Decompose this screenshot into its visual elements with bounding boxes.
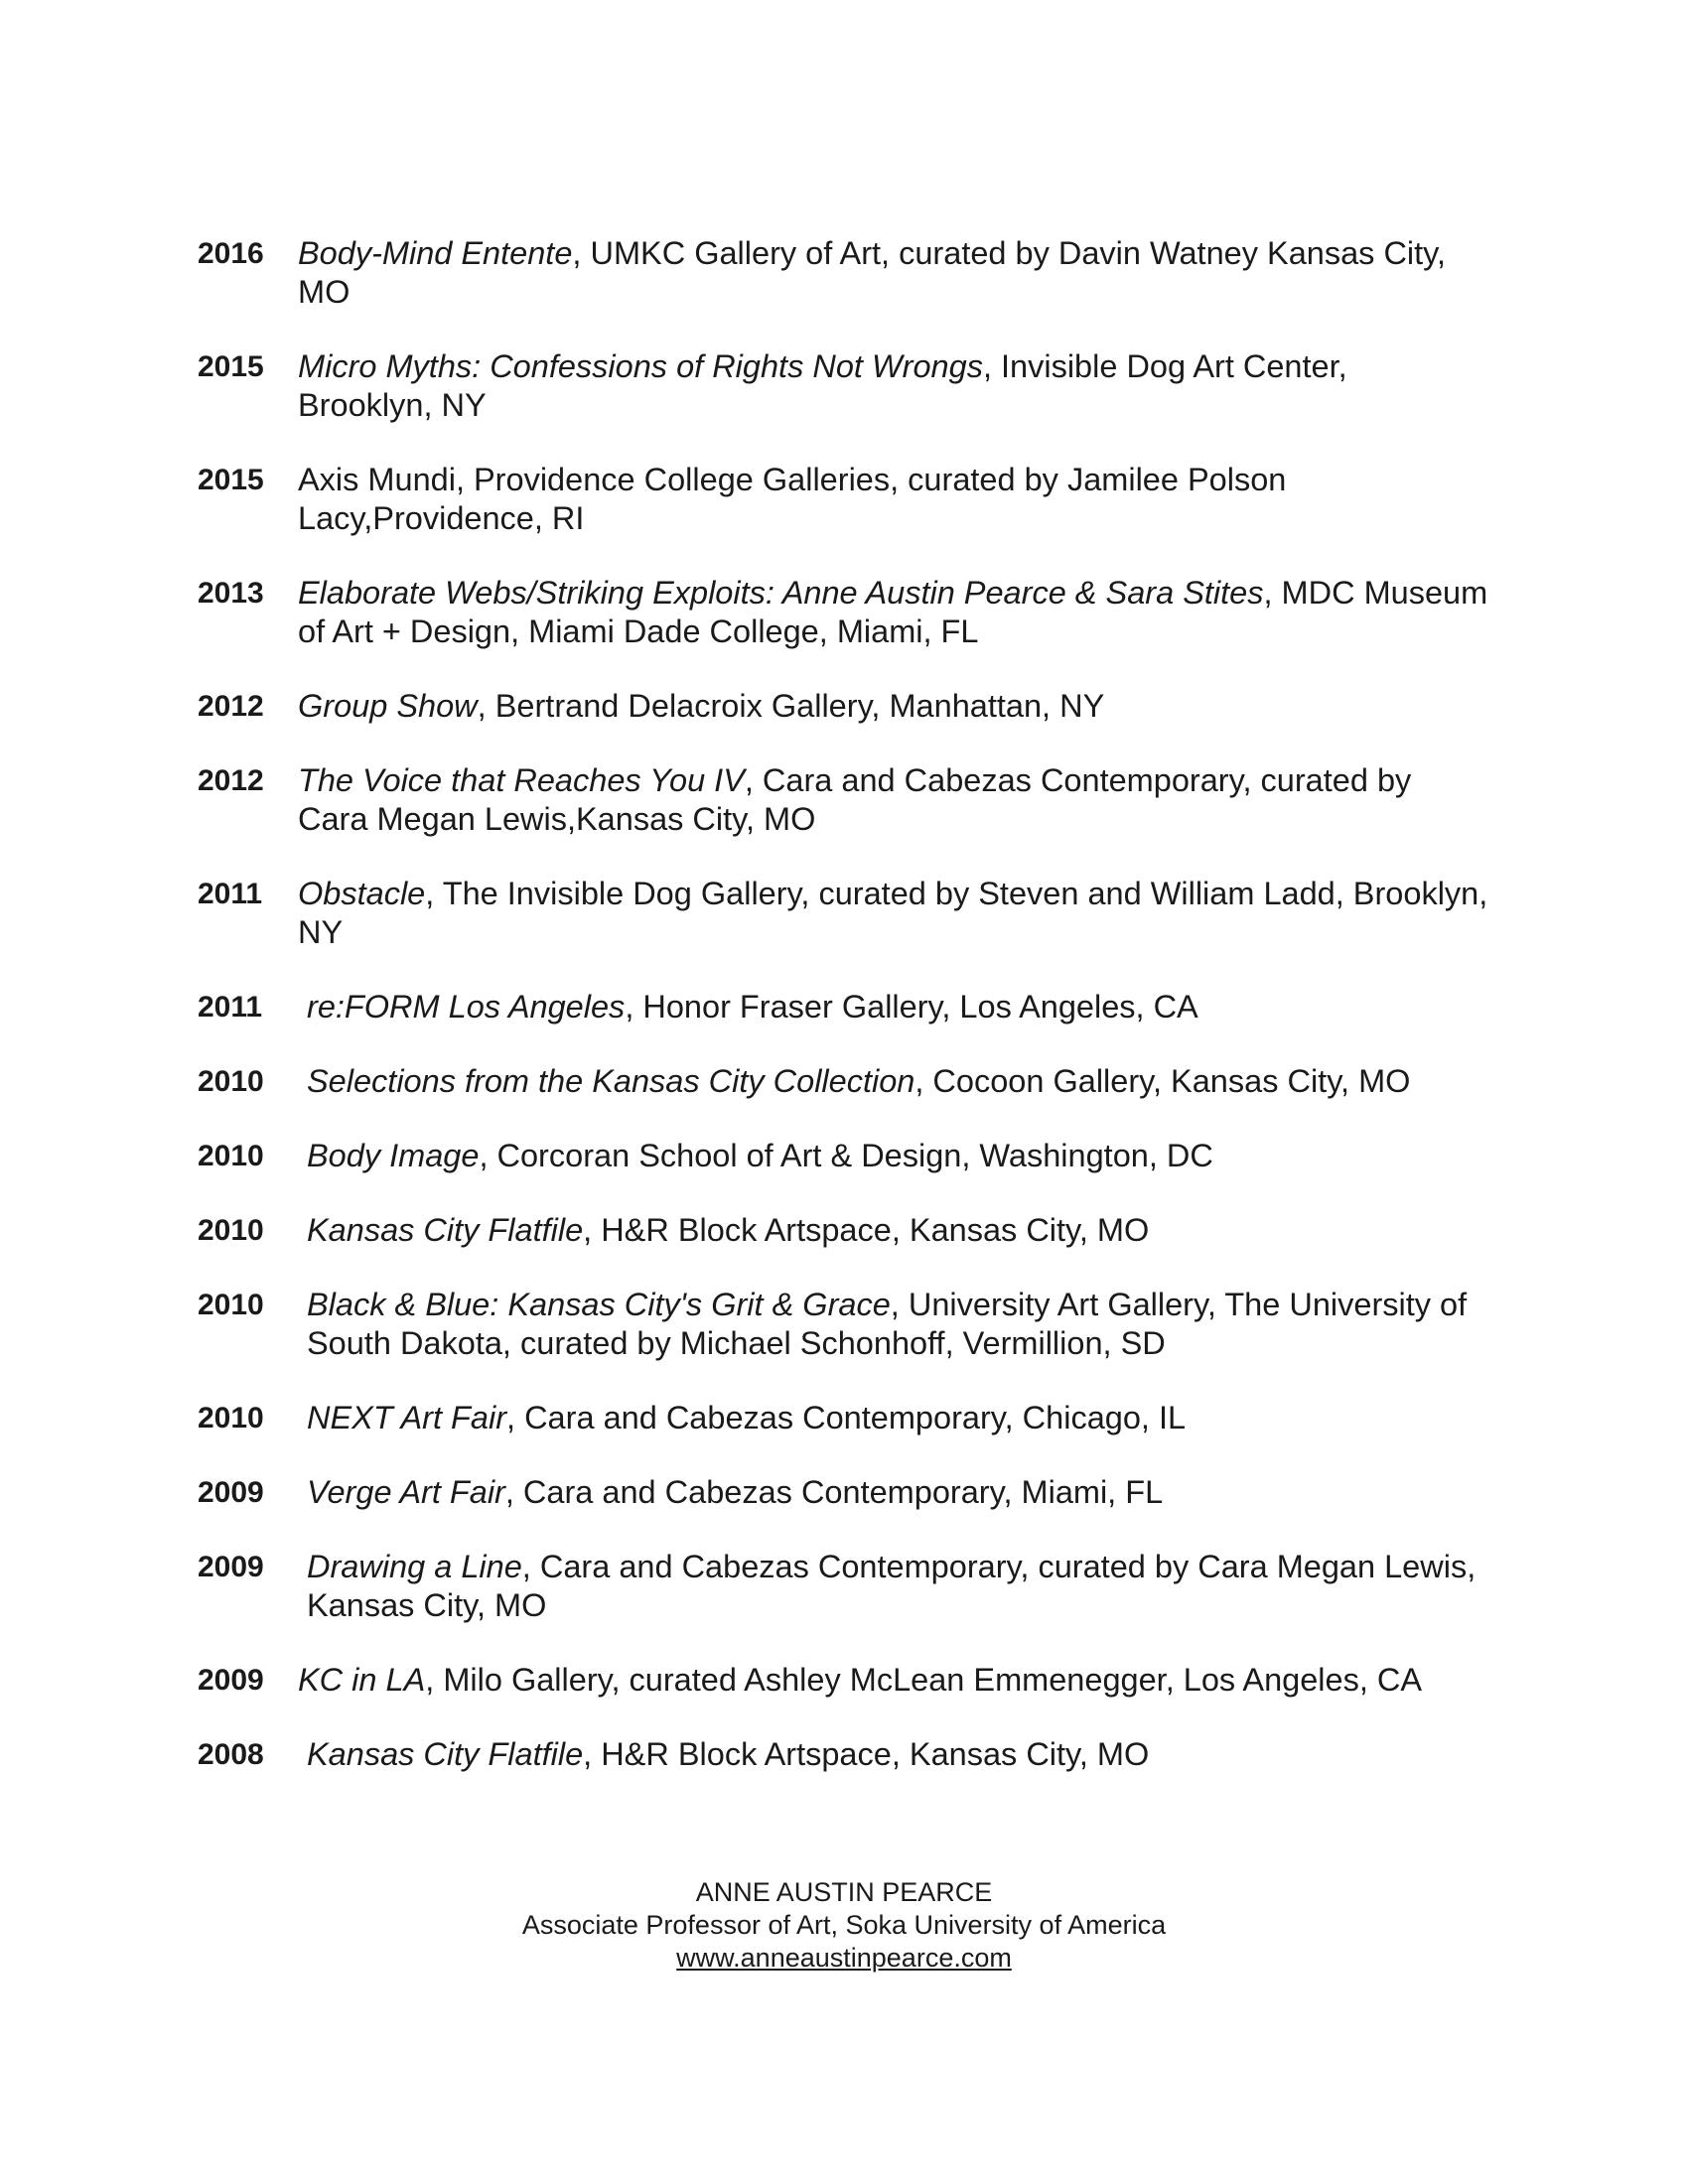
entry-title: Black & Blue: Kansas City's Grit & Grace <box>307 1287 891 1322</box>
entry-body <box>307 1062 1498 1101</box>
entry-details: , H&R Block Artspace, Kansas City, MO <box>583 1212 1150 1248</box>
exhibition-entry <box>198 1211 1508 1250</box>
entry-year: 2010 <box>198 1214 264 1247</box>
entry-title: Elaborate Webs/Striking Exploits: Anne Austin Pearce & Sara Stites <box>298 575 1264 611</box>
entry-year: 2010 <box>198 1402 264 1434</box>
entry-title: Verge Art Fair <box>307 1474 505 1510</box>
entry-title: Group Show <box>298 688 478 724</box>
exhibition-entry <box>198 1062 1508 1101</box>
entry-details: , UMKC Gallery of Art, curated by Davin Watney Kansas City, MO <box>298 235 1447 310</box>
entry-body <box>298 875 1489 952</box>
entry-body <box>298 761 1489 839</box>
exhibition-entry <box>198 687 1508 726</box>
entry-body <box>307 1735 1498 1774</box>
entry-body <box>298 687 1489 726</box>
exhibition-entry <box>198 234 1508 312</box>
entry-title: Selections from the Kansas City Collection <box>307 1063 915 1099</box>
entry-details: , Corcoran School of Art & Design, Washington, DC <box>479 1138 1213 1173</box>
entry-details: , The Invisible Dog Gallery, curated by Steven and William Ladd, Brooklyn, NY <box>298 876 1488 950</box>
entry-details: , Cara and Cabezas Contemporary, curated by Cara Megan Lewis,Kansas City, MO <box>298 762 1412 837</box>
entry-details: , Cara and Cabezas Contemporary, Chicago, IL <box>506 1400 1187 1435</box>
exhibition-entry <box>198 461 1508 538</box>
entry-title: Kansas City Flatfile <box>307 1736 584 1772</box>
entry-year: 2011 <box>198 991 263 1024</box>
exhibition-entry <box>198 1137 1508 1175</box>
entry-year: 2015 <box>198 350 264 383</box>
exhibition-entry <box>198 574 1508 651</box>
entry-details: , H&R Block Artspace, Kansas City, MO <box>583 1736 1150 1772</box>
entry-body <box>298 461 1489 538</box>
entry-details: , Milo Gallery, curated Ashley McLean Emmenegger, Los Angeles, CA <box>425 1662 1423 1698</box>
entry-year: 2010 <box>198 1289 264 1321</box>
entry-year: 2015 <box>198 464 264 496</box>
footer-website-link[interactable]: www.anneaustinpearce.com <box>676 1943 1012 1973</box>
entry-body <box>307 988 1498 1026</box>
exhibition-entry <box>198 1399 1508 1437</box>
exhibition-entry <box>198 347 1508 425</box>
entry-year: 2010 <box>198 1140 264 1172</box>
entry-details: , University Art Gallery, The University of South Dakota, curated by Michael Schonhoff, Vermillion, SD <box>307 1287 1468 1361</box>
entry-body <box>307 1473 1498 1512</box>
entry-title: Micro Myths: Confessions of Rights Not Wrongs <box>298 348 983 384</box>
exhibition-entry <box>198 875 1508 952</box>
entry-title: Body Image <box>307 1138 480 1173</box>
entry-year: 2009 <box>198 1551 264 1583</box>
entry-year: 2008 <box>198 1738 264 1771</box>
entry-title: KC in LA <box>298 1662 426 1698</box>
entry-title: Drawing a Line <box>307 1549 522 1584</box>
entry-body <box>307 1399 1498 1437</box>
entry-details: , Cocoon Gallery, Kansas City, MO <box>914 1063 1411 1099</box>
entry-details: , MDC Museum of Art + Design, Miami Dade College, Miami, FL <box>298 575 1488 649</box>
entry-year: 2016 <box>198 237 264 270</box>
exhibition-list <box>198 234 1508 1810</box>
entry-title: The Voice that Reaches You IV <box>298 762 745 798</box>
entry-body <box>307 1211 1498 1250</box>
entry-body <box>307 1548 1498 1625</box>
entry-body <box>298 234 1489 312</box>
exhibition-entry <box>198 1735 1508 1774</box>
entry-title: Kansas City Flatfile <box>307 1212 584 1248</box>
entry-details: , Bertrand Delacroix Gallery, Manhattan, NY <box>477 688 1105 724</box>
entry-year: 2012 <box>198 690 264 723</box>
entry-title: Obstacle <box>298 876 426 911</box>
entry-year: 2013 <box>198 577 264 610</box>
entry-year: 2009 <box>198 1664 264 1697</box>
entry-details: , Cara and Cabezas Contemporary, curated by Cara Megan Lewis, Kansas City, MO <box>307 1549 1477 1623</box>
entry-title: NEXT Art Fair <box>307 1400 507 1435</box>
footer-position: Associate Professor of Art, Soka University of America <box>521 1910 1167 1940</box>
entry-details: Axis Mundi, Providence College Galleries, curated by Jamilee Polson Lacy,Providence, RI <box>298 462 1287 536</box>
entry-title: re:FORM Los Angeles <box>307 989 626 1024</box>
exhibition-entry <box>198 1286 1508 1363</box>
exhibition-entry <box>198 1473 1508 1512</box>
entry-title: Body-Mind Entente <box>298 235 573 271</box>
entry-details: , Invisible Dog Art Center, Brooklyn, NY <box>298 348 1347 423</box>
entry-details: , Cara and Cabezas Contemporary, Miami, FL <box>504 1474 1164 1510</box>
exhibition-entry <box>198 988 1508 1026</box>
entry-body <box>307 1137 1498 1175</box>
entry-year: 2009 <box>198 1476 264 1509</box>
entry-year: 2011 <box>198 878 263 910</box>
entry-body <box>298 574 1489 651</box>
entry-body <box>298 1661 1489 1700</box>
page-footer <box>0 1876 1688 1975</box>
entry-body <box>298 347 1489 425</box>
entry-year: 2012 <box>198 764 264 797</box>
entry-year: 2010 <box>198 1065 264 1098</box>
exhibition-entry <box>198 761 1508 839</box>
exhibition-entry <box>198 1661 1508 1700</box>
entry-body <box>307 1286 1498 1363</box>
exhibition-entry <box>198 1548 1508 1625</box>
entry-details: , Honor Fraser Gallery, Los Angeles, CA <box>625 989 1198 1024</box>
footer-name: ANNE AUSTIN PEARCE <box>695 1877 993 1907</box>
